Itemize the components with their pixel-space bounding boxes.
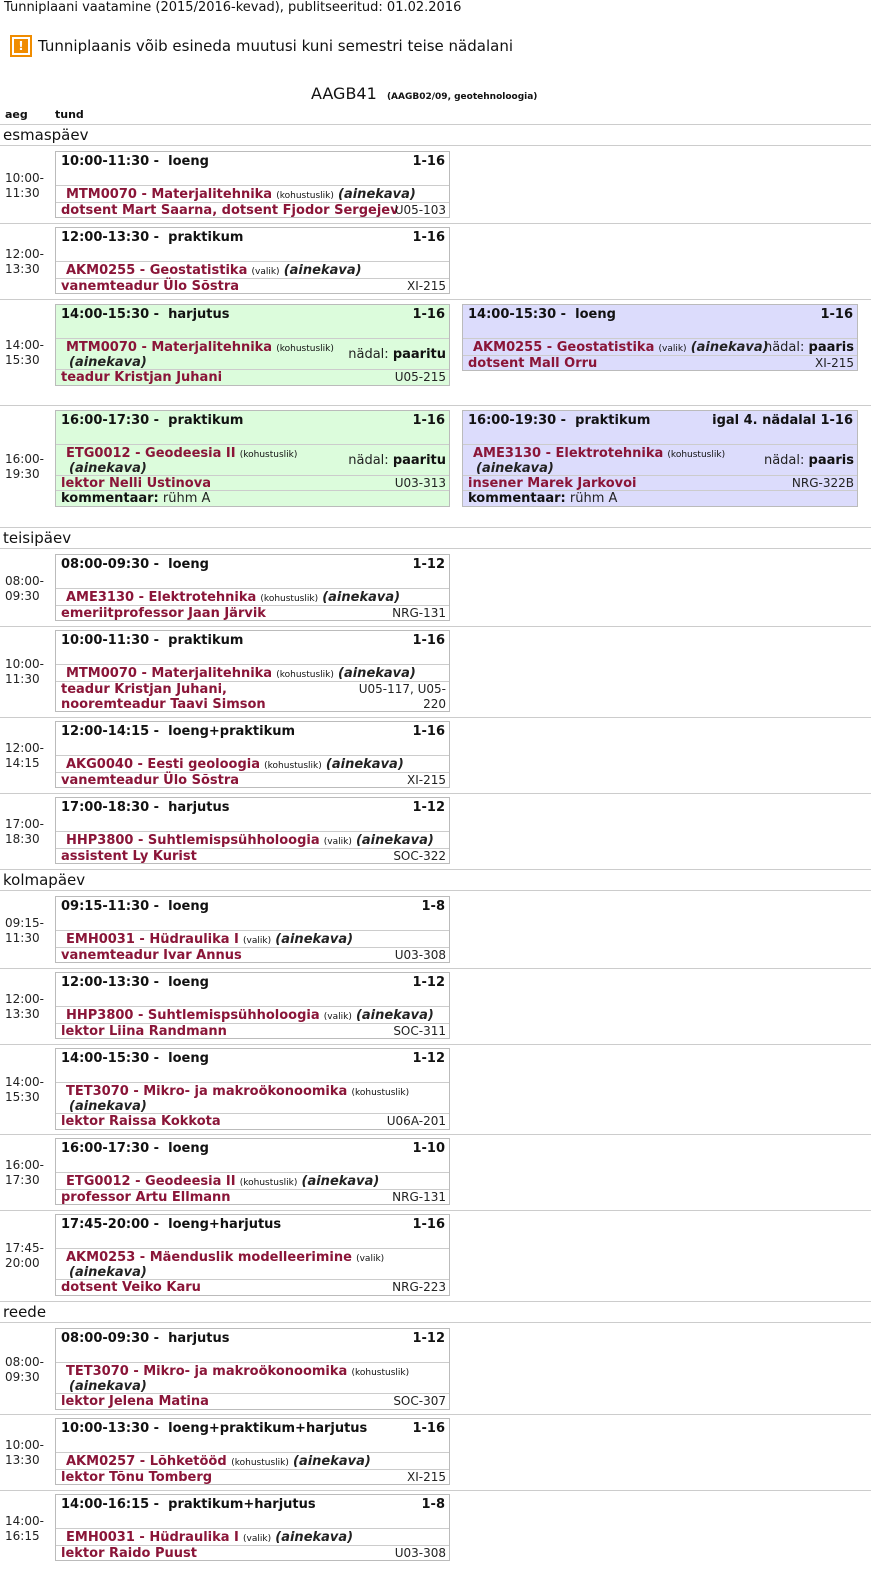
time-slot: 12:00- 13:30: [5, 992, 44, 1021]
staff-line: [56, 1393, 449, 1409]
time-slot: 17:00- 18:30: [5, 817, 44, 846]
ainekava-link[interactable]: (ainekava): [275, 1530, 354, 1545]
course-link[interactable]: ETG0012 - Geodeesia II: [66, 446, 236, 461]
course-link[interactable]: MTM0070 - Materjalitehnika: [66, 187, 273, 202]
teacher-link[interactable]: lektor Liina Randmann: [61, 1024, 227, 1039]
teacher-link[interactable]: lektor Tõnu Tomberg: [61, 1470, 213, 1485]
lesson-header: 10:00-11:30 - praktikum 1-16: [61, 633, 445, 648]
room: XI-215: [407, 279, 446, 293]
lesson-header: 14:00-15:30 - loeng 1-16: [468, 307, 853, 322]
teacher-link[interactable]: dotsent Mall Orru: [468, 356, 598, 371]
course-line: MTM0070 - Materjalitehnika (kohustuslik) (ainekava) nädal: paaritu: [56, 338, 449, 371]
ainekava-link[interactable]: (ainekava): [293, 1454, 371, 1469]
course-link[interactable]: AKM0255 - Geostatistika: [66, 263, 248, 278]
teacher-link[interactable]: lektor Nelli Ustinova: [61, 476, 211, 491]
room: U03-308: [394, 948, 446, 962]
ainekava-link[interactable]: (ainekava): [301, 1174, 380, 1189]
lesson-card[interactable]: [55, 304, 450, 386]
room: U05-215: [394, 370, 446, 384]
time-slot: 17:45- 20:00: [5, 1241, 44, 1270]
notice-text: Tunniplaanis võib esineda muutusi kuni semestri teise nädalani: [38, 37, 513, 55]
row-divider: [0, 968, 871, 969]
time-slot: 14:00- 15:30: [5, 338, 44, 367]
room: NRG-322B: [791, 476, 854, 490]
group-heading: [311, 84, 537, 103]
lesson-card[interactable]: [55, 972, 450, 1039]
ainekava-link[interactable]: (ainekava): [355, 1008, 434, 1023]
room: XI-215: [407, 773, 446, 787]
lesson-card[interactable]: [55, 1418, 450, 1485]
staff-line: [56, 947, 449, 963]
teacher-link[interactable]: vanemteadur Ülo Sõstra: [61, 279, 240, 294]
lesson-header: 10:00-11:30 - loeng 1-16: [61, 154, 445, 169]
course-link[interactable]: AKG0040 - Eesti geoloogia: [66, 757, 260, 772]
time-slot: 09:15- 11:30: [5, 916, 44, 945]
course-line: HHP3800 - Suhtlemispsühholoogia (valik) (ainekava): [56, 1006, 449, 1025]
row-divider: [0, 223, 871, 224]
lesson-card[interactable]: [55, 151, 450, 218]
lesson-header: 17:45-20:00 - loeng+harjutus 1-16: [61, 1217, 445, 1232]
ainekava-link[interactable]: (ainekava): [355, 833, 434, 848]
course-line: HHP3800 - Suhtlemispsühholoogia (valik) (ainekava): [56, 831, 449, 850]
course-link[interactable]: ETG0012 - Geodeesia II: [66, 1174, 236, 1189]
row-divider: [0, 626, 871, 627]
notice: [10, 33, 513, 59]
row-divider: [0, 1210, 871, 1211]
lesson-card[interactable]: [55, 1328, 450, 1410]
room: NRG-223: [392, 1280, 446, 1294]
page-title: Tunniplaani vaatamine (2015/2016-kevad), publitseeritud: 01.02.2016: [4, 0, 462, 15]
staff-line: [56, 475, 449, 491]
ainekava-link[interactable]: (ainekava): [322, 590, 401, 605]
course-line: AKM0257 - Lõhketööd (kohustuslik) (ainekava): [56, 1452, 449, 1471]
course-line: AME3130 - Elektrotehnika (kohustuslik) (ainekava) nädal: paaris: [463, 444, 857, 477]
staff-line: [56, 605, 449, 621]
course-link[interactable]: AME3130 - Elektrotehnika: [473, 446, 664, 461]
lesson-header: 16:00-17:30 - loeng 1-10: [61, 1141, 445, 1156]
lesson-card[interactable]: [55, 896, 450, 963]
row-divider: [0, 405, 871, 406]
ainekava-link[interactable]: (ainekava): [338, 666, 416, 681]
staff-line: [463, 475, 857, 491]
week-parity: paaritu: [392, 347, 446, 362]
row-divider: [0, 717, 871, 718]
course-line: AKM0253 - Mäenduslik modelleerimine (valik) (ainekava): [56, 1248, 449, 1281]
room: NRG-131: [392, 606, 446, 620]
staff-line: [56, 1279, 449, 1295]
warning-icon: !: [10, 35, 32, 57]
time-slot: 08:00- 09:30: [5, 1355, 44, 1384]
course-line: AKM0255 - Geostatistika (valik) (ainekava) nädal: paaris: [463, 338, 857, 357]
ainekava-link[interactable]: (ainekava): [690, 340, 769, 355]
ainekava-link[interactable]: (ainekava): [338, 187, 416, 202]
staff-line: [56, 1545, 449, 1561]
lesson-header: 08:00-09:30 - harjutus 1-12: [61, 1331, 445, 1346]
comment-line: kommentaar: rühm A: [463, 490, 857, 506]
lesson-header: 09:15-11:30 - loeng 1-8: [61, 899, 445, 914]
time-slot: 16:00- 19:30: [5, 452, 44, 481]
course-link[interactable]: MTM0070 - Materjalitehnika: [66, 340, 273, 355]
room: U05-103: [394, 203, 446, 217]
course-link[interactable]: EMH0031 - Hüdraulika I: [66, 1530, 239, 1545]
teacher-link[interactable]: teadur Kristjan Juhani,: [61, 682, 227, 697]
course-line: EMH0031 - Hüdraulika I (valik) (ainekava): [56, 930, 449, 949]
time-slot: 12:00- 14:15: [5, 741, 44, 770]
staff-line: [56, 848, 449, 864]
lesson-header: 12:00-14:15 - loeng+praktikum 1-16: [61, 724, 445, 739]
time-slot: 10:00- 13:30: [5, 1438, 44, 1467]
lesson-card[interactable]: [462, 304, 858, 371]
teacher-link[interactable]: emeriitprofessor Jaan Järvik: [61, 606, 266, 621]
week-parity: paaris: [808, 340, 854, 355]
course-link[interactable]: AKM0257 - Lõhketööd: [66, 1454, 232, 1469]
lesson-header: 14:00-15:30 - harjutus 1-16: [61, 307, 445, 322]
day-header-tuesday: teisipäev: [0, 527, 871, 549]
lesson-card[interactable]: [55, 554, 450, 621]
lesson-header: 17:00-18:30 - harjutus 1-12: [61, 800, 445, 815]
teacher-link[interactable]: nooremteadur Taavi Simson: [61, 697, 266, 712]
course-link[interactable]: HHP3800 - Suhtlemispsühholoogia: [66, 1008, 320, 1023]
room: U06A-201: [386, 1114, 446, 1128]
lesson-header: 16:00-17:30 - praktikum 1-16: [61, 413, 445, 428]
ainekava-link[interactable]: (ainekava): [69, 1265, 147, 1280]
lesson-card[interactable]: [55, 630, 450, 712]
room: SOC-307: [393, 1394, 446, 1408]
course-link[interactable]: HHP3800 - Suhtlemispsühholoogia: [66, 833, 320, 848]
staff-line: [56, 772, 449, 788]
course-line: AKG0040 - Eesti geoloogia (kohustuslik) (ainekava): [56, 755, 449, 774]
staff-line: [56, 1189, 449, 1205]
ainekava-link[interactable]: (ainekava): [275, 932, 354, 947]
lesson-header: 14:00-16:15 - praktikum+harjutus 1-8: [61, 1497, 445, 1512]
column-header-time: aeg: [5, 108, 28, 121]
course-link[interactable]: TET3070 - Mikro- ja makroökonoomika: [66, 1084, 348, 1099]
lesson-card[interactable]: [55, 1494, 450, 1561]
week-parity: paaritu: [392, 453, 446, 468]
ainekava-link[interactable]: (ainekava): [69, 1099, 147, 1114]
row-divider: [0, 1490, 871, 1491]
room: U03-313: [394, 476, 446, 490]
lesson-card[interactable]: [462, 410, 858, 507]
row-divider: [0, 793, 871, 794]
staff-line: [56, 681, 449, 712]
staff-line: [463, 355, 857, 371]
course-link[interactable]: AME3130 - Elektrotehnika: [66, 590, 257, 605]
lesson-header: 14:00-15:30 - loeng 1-12: [61, 1051, 445, 1066]
lesson-card[interactable]: [55, 1048, 450, 1130]
course-link[interactable]: EMH0031 - Hüdraulika I: [66, 932, 239, 947]
teacher-link[interactable]: lektor Raissa Kokkota: [61, 1114, 221, 1129]
teacher-link[interactable]: dotsent Veiko Karu: [61, 1280, 201, 1295]
room: XI-215: [815, 356, 854, 370]
comment-line: kommentaar: rühm A: [56, 490, 449, 506]
staff-line: [56, 202, 449, 218]
ainekava-link[interactable]: (ainekava): [69, 461, 147, 476]
course-line: MTM0070 - Materjalitehnika (kohustuslik) (ainekava): [56, 185, 449, 204]
day-header-wednesday: kolmapäev: [0, 869, 871, 891]
course-link[interactable]: TET3070 - Mikro- ja makroökonoomika: [66, 1364, 348, 1379]
room: XI-215: [407, 1470, 446, 1484]
teacher-link[interactable]: lektor Jelena Matina: [61, 1394, 209, 1409]
room: NRG-131: [392, 1190, 446, 1204]
course-line: AKM0255 - Geostatistika (valik) (ainekava): [56, 261, 449, 280]
room: SOC-322: [393, 849, 446, 863]
teacher-link[interactable]: lektor Raido Puust: [61, 1546, 197, 1561]
course-line: AME3130 - Elektrotehnika (kohustuslik) (ainekava): [56, 588, 449, 607]
lesson-card[interactable]: [55, 1214, 450, 1296]
teacher-link[interactable]: professor Artu Ellmann: [61, 1190, 231, 1205]
room: U03-308: [394, 1546, 446, 1560]
lesson-card[interactable]: [55, 1138, 450, 1205]
course-link[interactable]: AKM0253 - Mäenduslik modelleerimine: [66, 1250, 352, 1265]
row-divider: [0, 1134, 871, 1135]
time-slot: 12:00- 13:30: [5, 247, 44, 276]
course-line: TET3070 - Mikro- ja makroökonoomika (kohustuslik) (ainekava): [56, 1362, 449, 1395]
ainekava-link[interactable]: (ainekava): [283, 263, 362, 278]
teacher-link[interactable]: assistent Ly Kurist: [61, 849, 197, 864]
time-slot: 10:00- 11:30: [5, 657, 44, 686]
lesson-card[interactable]: [55, 227, 450, 294]
teacher-link[interactable]: insener Marek Jarkovoi: [468, 476, 637, 491]
ainekava-link[interactable]: (ainekava): [69, 355, 147, 370]
room: SOC-311: [393, 1024, 446, 1038]
ainekava-link[interactable]: (ainekava): [325, 757, 404, 772]
course-line: ETG0012 - Geodeesia II (kohustuslik) (ainekava) nädal: paaritu: [56, 444, 449, 477]
course-line: TET3070 - Mikro- ja makroökonoomika (kohustuslik) (ainekava): [56, 1082, 449, 1115]
lesson-card[interactable]: [55, 797, 450, 864]
time-slot: 16:00- 17:30: [5, 1158, 44, 1187]
teacher-link[interactable]: vanemteadur Ivar Annus: [61, 948, 242, 963]
lesson-card[interactable]: [55, 721, 450, 788]
lesson-header: 12:00-13:30 - praktikum 1-16: [61, 230, 445, 245]
column-header-lesson: tund: [55, 108, 84, 121]
group-info: (AAGB02/09, geotehnoloogia): [386, 92, 538, 102]
time-slot: 14:00- 16:15: [5, 1514, 44, 1543]
staff-line: [56, 369, 449, 385]
lesson-header: 12:00-13:30 - loeng 1-12: [61, 975, 445, 990]
ainekava-link[interactable]: (ainekava): [69, 1379, 147, 1394]
teacher-link[interactable]: teadur Kristjan Juhani: [61, 370, 223, 385]
staff-line: [56, 278, 449, 294]
lesson-header: 16:00-19:30 - praktikum igal 4. nädalal 1-16: [468, 413, 853, 428]
lesson-header: 10:00-13:30 - loeng+praktikum+harjutus 1-16: [61, 1421, 445, 1436]
time-slot: 10:00- 11:30: [5, 171, 44, 200]
row-divider: [0, 1044, 871, 1045]
staff-line: [56, 1113, 449, 1129]
course-line: MTM0070 - Materjalitehnika (kohustuslik) (ainekava): [56, 664, 449, 683]
course-line: ETG0012 - Geodeesia II (kohustuslik) (ainekava): [56, 1172, 449, 1191]
course-line: EMH0031 - Hüdraulika I (valik) (ainekava): [56, 1528, 449, 1547]
week-parity: paaris: [808, 453, 854, 468]
lesson-header: 08:00-09:30 - loeng 1-12: [61, 557, 445, 572]
lesson-card[interactable]: [55, 410, 450, 507]
teacher-link[interactable]: dotsent Mart Saarna, dotsent Fjodor Sergejev: [61, 203, 399, 218]
course-link[interactable]: MTM0070 - Materjalitehnika: [66, 666, 273, 681]
day-header-monday: esmaspäev: [0, 124, 871, 146]
course-link[interactable]: AKM0255 - Geostatistika: [473, 340, 655, 355]
row-divider: [0, 299, 871, 300]
room: U05-117, U05- 220: [358, 682, 446, 711]
teacher-link[interactable]: vanemteadur Ülo Sõstra: [61, 773, 240, 788]
ainekava-link[interactable]: (ainekava): [476, 461, 554, 476]
row-divider: [0, 1414, 871, 1415]
time-slot: 08:00- 09:30: [5, 574, 44, 603]
time-slot: 14:00- 15:30: [5, 1075, 44, 1104]
staff-line: [56, 1023, 449, 1039]
staff-line: [56, 1469, 449, 1485]
day-header-friday: reede: [0, 1301, 871, 1323]
group-code: AAGB41: [311, 84, 377, 103]
